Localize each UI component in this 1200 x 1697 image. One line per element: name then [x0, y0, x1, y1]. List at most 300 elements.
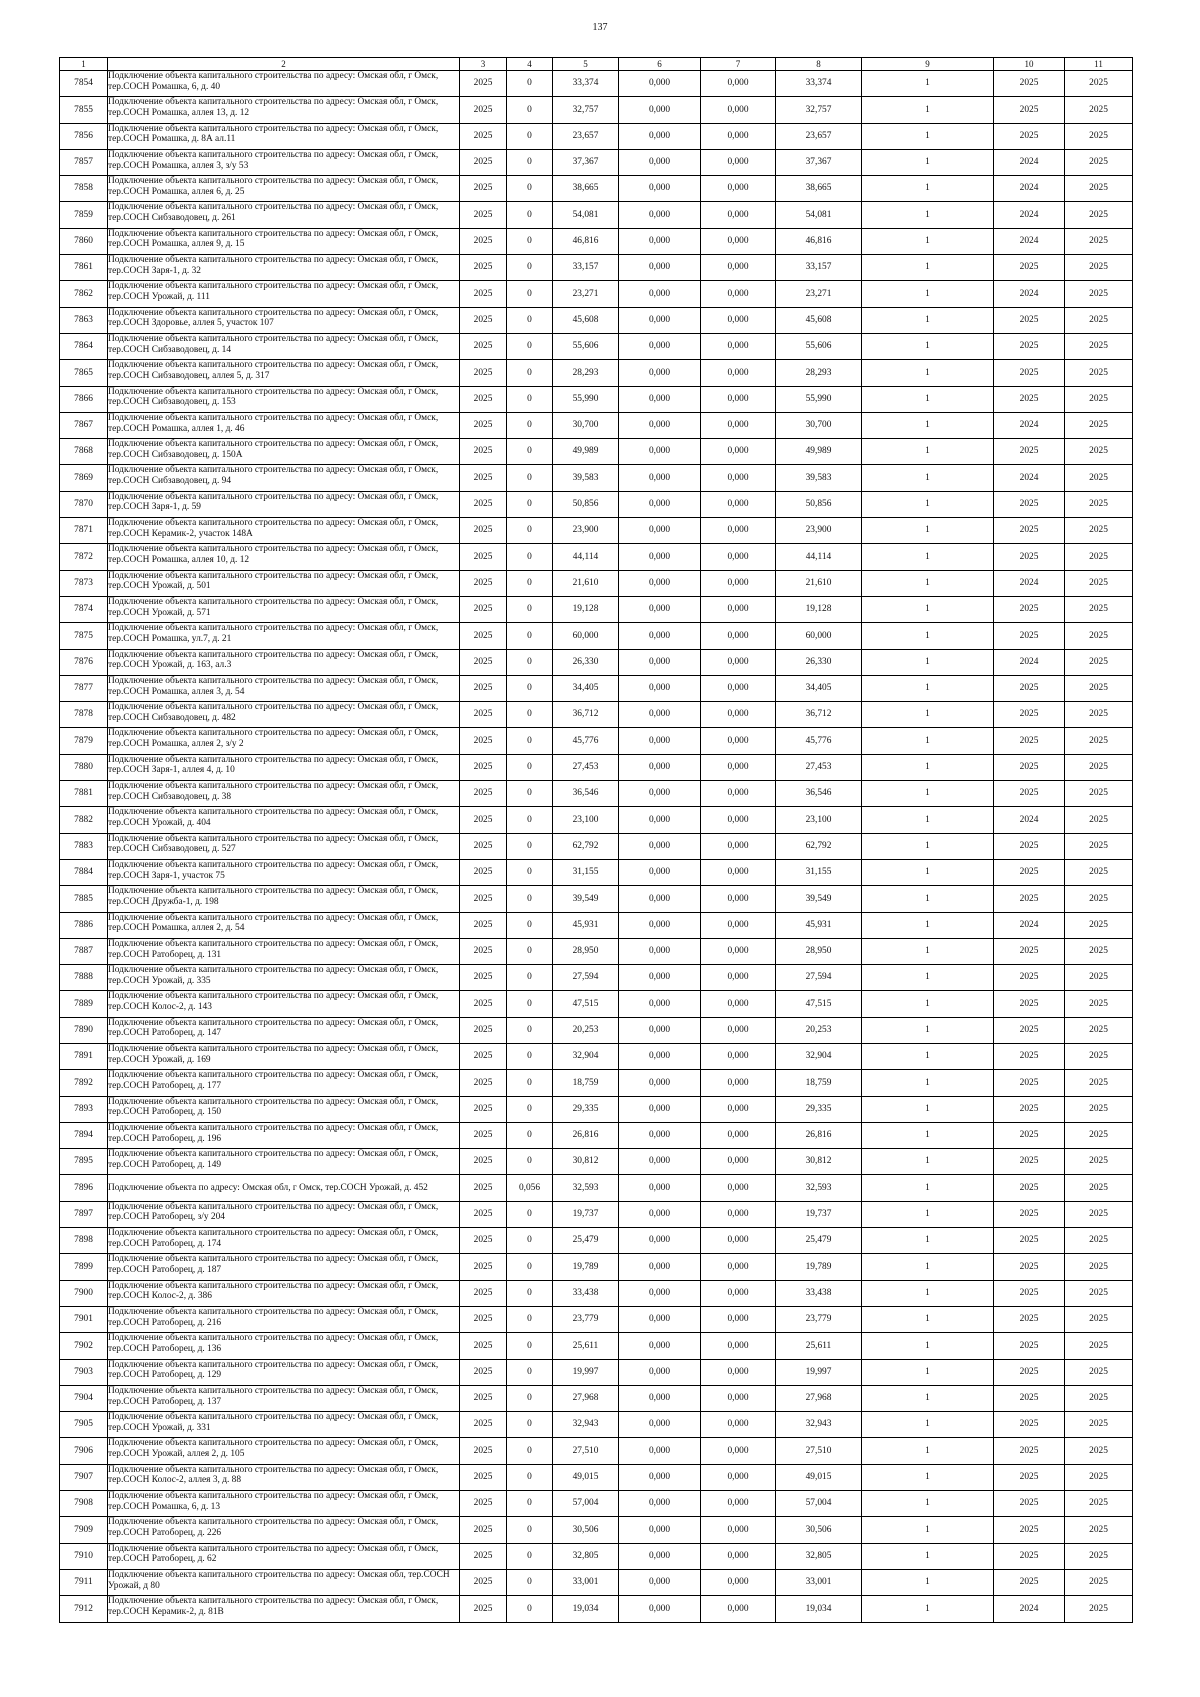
table-row: [60, 991, 1133, 1017]
object-description: Подключение объекта капитального строительства по адресу: Омская обл, г Омск, тер.СОСН Заря-1, аллея 4, д. 10: [108, 754, 460, 780]
col-11-year: 2025: [1065, 281, 1133, 307]
col-6-value: 0,000: [619, 123, 701, 149]
col-7-value: 0,000: [701, 859, 776, 885]
col-8-value: 29,335: [776, 1096, 862, 1122]
col-5-value: 26,816: [553, 1122, 619, 1148]
col-6-value: 0,000: [619, 1149, 701, 1175]
col-7-value: 0,000: [701, 1517, 776, 1543]
col-3-year: 2025: [460, 281, 507, 307]
col-6-value: 0,000: [619, 649, 701, 675]
table-row: [60, 307, 1133, 333]
row-number: 7880: [60, 754, 108, 780]
col-4-value: 0: [507, 1254, 553, 1280]
row-number: 7902: [60, 1333, 108, 1359]
col-11-year: 2025: [1065, 1359, 1133, 1385]
col-9-count: 1: [862, 833, 994, 859]
col-6-value: 0,000: [619, 1228, 701, 1254]
col-3-year: 2025: [460, 149, 507, 175]
col-4-value: 0: [507, 1385, 553, 1411]
row-number: 7878: [60, 702, 108, 728]
column-header-10: 10: [994, 58, 1065, 71]
col-9-count: 1: [862, 281, 994, 307]
table-row: [60, 965, 1133, 991]
col-7-value: 0,000: [701, 649, 776, 675]
col-3-year: 2025: [460, 1017, 507, 1043]
col-5-value: 36,546: [553, 781, 619, 807]
col-3-year: 2025: [460, 1543, 507, 1569]
col-3-year: 2025: [460, 1359, 507, 1385]
col-8-value: 18,759: [776, 1070, 862, 1096]
col-8-value: 36,546: [776, 781, 862, 807]
col-5-value: 33,157: [553, 255, 619, 281]
col-8-value: 38,665: [776, 176, 862, 202]
object-description: Подключение объекта капитального строительства по адресу: Омская обл, г Омск, тер.СОСН Керамик-2, участок 148А: [108, 518, 460, 544]
object-description: Подключение объекта капитального строительства по адресу: Омская обл, г Омск, тер.СОСН Урожай, д. 169: [108, 1043, 460, 1069]
col-5-value: 23,271: [553, 281, 619, 307]
col-3-year: 2025: [460, 1228, 507, 1254]
col-5-value: 31,155: [553, 859, 619, 885]
col-5-value: 55,606: [553, 333, 619, 359]
object-description: Подключение объекта капитального строительства по адресу: Омская обл, г Омск, тер.СОСН Урожай, д. 404: [108, 807, 460, 833]
col-9-count: 1: [862, 1306, 994, 1332]
row-number: 7895: [60, 1149, 108, 1175]
col-4-value: 0: [507, 1333, 553, 1359]
col-6-value: 0,000: [619, 1306, 701, 1332]
col-8-value: 37,367: [776, 149, 862, 175]
col-9-count: 1: [862, 728, 994, 754]
col-5-value: 19,737: [553, 1201, 619, 1227]
col-7-value: 0,000: [701, 1070, 776, 1096]
col-11-year: 2025: [1065, 1543, 1133, 1569]
col-4-value: 0: [507, 1201, 553, 1227]
col-6-value: 0,000: [619, 675, 701, 701]
col-11-year: 2025: [1065, 807, 1133, 833]
object-description: Подключение объекта капитального строительства по адресу: Омская обл, г Омск, тер.СОСН Ромашка, аллея 6, д. 25: [108, 176, 460, 202]
col-6-value: 0,000: [619, 1491, 701, 1517]
row-number: 7873: [60, 570, 108, 596]
col-4-value: 0: [507, 965, 553, 991]
col-9-count: 1: [862, 123, 994, 149]
row-number: 7857: [60, 149, 108, 175]
col-4-value: 0: [507, 1149, 553, 1175]
col-9-count: 1: [862, 360, 994, 386]
col-11-year: 2025: [1065, 702, 1133, 728]
col-6-value: 0,000: [619, 991, 701, 1017]
table-row: [60, 491, 1133, 517]
row-number: 7900: [60, 1280, 108, 1306]
object-description: Подключение объекта капитального строительства по адресу: Омская обл, г Омск, тер.СОСН Сибзаводовец, д. 153: [108, 386, 460, 412]
row-number: 7867: [60, 412, 108, 438]
col-4-value: 0: [507, 1464, 553, 1490]
col-5-value: 47,515: [553, 991, 619, 1017]
col-9-count: 1: [862, 1228, 994, 1254]
col-4-value: 0: [507, 1438, 553, 1464]
row-number: 7874: [60, 596, 108, 622]
col-5-value: 39,549: [553, 886, 619, 912]
col-9-count: 1: [862, 754, 994, 780]
col-5-value: 23,900: [553, 518, 619, 544]
col-7-value: 0,000: [701, 886, 776, 912]
col-10-year: 2025: [994, 255, 1065, 281]
col-6-value: 0,000: [619, 781, 701, 807]
col-5-value: 30,506: [553, 1517, 619, 1543]
object-description: Подключение объекта капитального строительства по адресу: Омская обл, г Омск, тер.СОСН Сибзаводовец, д. 261: [108, 202, 460, 228]
col-4-value: 0: [507, 781, 553, 807]
col-7-value: 0,000: [701, 623, 776, 649]
col-5-value: 18,759: [553, 1070, 619, 1096]
col-4-value: 0: [507, 833, 553, 859]
row-number: 7864: [60, 333, 108, 359]
col-5-value: 23,100: [553, 807, 619, 833]
col-9-count: 1: [862, 991, 994, 1017]
row-number: 7897: [60, 1201, 108, 1227]
col-6-value: 0,000: [619, 1464, 701, 1490]
col-4-value: 0: [507, 623, 553, 649]
table-row: [60, 1385, 1133, 1411]
col-3-year: 2025: [460, 518, 507, 544]
row-number: 7854: [60, 71, 108, 97]
row-number: 7893: [60, 1096, 108, 1122]
col-6-value: 0,000: [619, 623, 701, 649]
col-6-value: 0,000: [619, 386, 701, 412]
col-9-count: 1: [862, 1149, 994, 1175]
col-10-year: 2025: [994, 1017, 1065, 1043]
col-10-year: 2025: [994, 754, 1065, 780]
col-3-year: 2025: [460, 465, 507, 491]
col-5-value: 27,968: [553, 1385, 619, 1411]
col-8-value: 19,034: [776, 1596, 862, 1622]
col-5-value: 46,816: [553, 228, 619, 254]
col-8-value: 21,610: [776, 570, 862, 596]
col-10-year: 2025: [994, 1228, 1065, 1254]
col-3-year: 2025: [460, 991, 507, 1017]
col-4-value: 0: [507, 570, 553, 596]
col-3-year: 2025: [460, 1517, 507, 1543]
col-4-value: 0: [507, 1491, 553, 1517]
col-4-value: 0: [507, 596, 553, 622]
col-7-value: 0,000: [701, 1385, 776, 1411]
col-5-value: 32,757: [553, 97, 619, 123]
col-11-year: 2025: [1065, 833, 1133, 859]
col-4-value: 0: [507, 149, 553, 175]
col-9-count: 1: [862, 623, 994, 649]
table-row: [60, 807, 1133, 833]
col-10-year: 2025: [994, 1280, 1065, 1306]
col-9-count: 1: [862, 1543, 994, 1569]
col-9-count: 1: [862, 1464, 994, 1490]
row-number: 7859: [60, 202, 108, 228]
col-11-year: 2025: [1065, 176, 1133, 202]
col-4-value: 0: [507, 702, 553, 728]
col-10-year: 2025: [994, 97, 1065, 123]
col-10-year: 2025: [994, 123, 1065, 149]
col-11-year: 2025: [1065, 570, 1133, 596]
col-10-year: 2025: [994, 1412, 1065, 1438]
col-5-value: 37,367: [553, 149, 619, 175]
col-5-value: 33,438: [553, 1280, 619, 1306]
col-8-value: 19,997: [776, 1359, 862, 1385]
col-5-value: 33,001: [553, 1569, 619, 1595]
col-5-value: 60,000: [553, 623, 619, 649]
col-10-year: 2024: [994, 228, 1065, 254]
col-6-value: 0,000: [619, 1333, 701, 1359]
row-number: 7879: [60, 728, 108, 754]
table-row: [60, 728, 1133, 754]
col-6-value: 0,000: [619, 281, 701, 307]
col-8-value: 55,606: [776, 333, 862, 359]
table-row: [60, 570, 1133, 596]
table-row: [60, 912, 1133, 938]
object-description: Подключение объекта капитального строительства по адресу: Омская обл, г Омск, тер.СОСН Урожай, д. 335: [108, 965, 460, 991]
col-10-year: 2024: [994, 176, 1065, 202]
col-4-value: 0: [507, 728, 553, 754]
table-row: [60, 1070, 1133, 1096]
column-header-8: 8: [776, 58, 862, 71]
table-row: [60, 1491, 1133, 1517]
col-7-value: 0,000: [701, 176, 776, 202]
col-10-year: 2025: [994, 1149, 1065, 1175]
col-6-value: 0,000: [619, 465, 701, 491]
col-4-value: 0: [507, 386, 553, 412]
col-10-year: 2024: [994, 465, 1065, 491]
table-row: [60, 386, 1133, 412]
col-8-value: 57,004: [776, 1491, 862, 1517]
row-number: 7899: [60, 1254, 108, 1280]
col-8-value: 62,792: [776, 833, 862, 859]
col-10-year: 2024: [994, 570, 1065, 596]
col-6-value: 0,000: [619, 938, 701, 964]
col-10-year: 2025: [994, 1491, 1065, 1517]
col-4-value: 0: [507, 1017, 553, 1043]
object-description: Подключение объекта капитального строительства по адресу: Омская обл, г Омск, тер.СОСН Ратоборец, д. 149: [108, 1149, 460, 1175]
col-3-year: 2025: [460, 912, 507, 938]
object-description: Подключение объекта капитального строительства по адресу: Омская обл, г Омск, тер.СОСН Ратоборец, д. 196: [108, 1122, 460, 1148]
col-7-value: 0,000: [701, 728, 776, 754]
col-11-year: 2025: [1065, 333, 1133, 359]
col-3-year: 2025: [460, 649, 507, 675]
column-header-6: 6: [619, 58, 701, 71]
object-description: Подключение объекта капитального строительства по адресу: Омская обл, г Омск, тер.СОСН Ратоборец, д. 147: [108, 1017, 460, 1043]
col-3-year: 2025: [460, 570, 507, 596]
col-5-value: 54,081: [553, 202, 619, 228]
col-9-count: 1: [862, 938, 994, 964]
col-11-year: 2025: [1065, 1201, 1133, 1227]
col-5-value: 29,335: [553, 1096, 619, 1122]
col-10-year: 2024: [994, 412, 1065, 438]
col-6-value: 0,000: [619, 1596, 701, 1622]
col-8-value: 32,757: [776, 97, 862, 123]
col-7-value: 0,000: [701, 71, 776, 97]
col-5-value: 19,034: [553, 1596, 619, 1622]
col-9-count: 1: [862, 176, 994, 202]
col-3-year: 2025: [460, 1201, 507, 1227]
col-6-value: 0,000: [619, 544, 701, 570]
col-3-year: 2025: [460, 596, 507, 622]
col-6-value: 0,000: [619, 754, 701, 780]
object-description: Подключение объекта капитального строительства по адресу: Омская обл, г Омск, тер.СОСН Ратоборец, д. 150: [108, 1096, 460, 1122]
table-row: [60, 833, 1133, 859]
col-5-value: 27,594: [553, 965, 619, 991]
col-10-year: 2025: [994, 360, 1065, 386]
col-7-value: 0,000: [701, 1596, 776, 1622]
table-row: [60, 1149, 1133, 1175]
col-6-value: 0,000: [619, 886, 701, 912]
col-8-value: 44,114: [776, 544, 862, 570]
object-description: Подключение объекта капитального строительства по адресу: Омская обл, г Омск, тер.СОСН Керамик-2, д. 81В: [108, 1596, 460, 1622]
col-8-value: 32,943: [776, 1412, 862, 1438]
object-description: Подключение объекта капитального строительства по адресу: Омская обл, г Омск, тер.СОСН Сибзаводовец, д. 150А: [108, 439, 460, 465]
object-description: Подключение объекта капитального строительства по адресу: Омская обл, г Омск, тер.СОСН Ратоборец, з/у 204: [108, 1201, 460, 1227]
col-8-value: 25,479: [776, 1228, 862, 1254]
col-9-count: 1: [862, 544, 994, 570]
col-6-value: 0,000: [619, 202, 701, 228]
col-5-value: 38,665: [553, 176, 619, 202]
col-5-value: 44,114: [553, 544, 619, 570]
object-description: Подключение объекта капитального строительства по адресу: Омская обл, г Омск, тер.СОСН Ратоборец, д. 216: [108, 1306, 460, 1332]
table-row: [60, 1596, 1133, 1622]
row-number: 7907: [60, 1464, 108, 1490]
column-header-3: 3: [460, 58, 507, 71]
col-6-value: 0,000: [619, 1385, 701, 1411]
col-7-value: 0,000: [701, 439, 776, 465]
col-7-value: 0,000: [701, 1491, 776, 1517]
col-11-year: 2025: [1065, 1464, 1133, 1490]
col-7-value: 0,000: [701, 912, 776, 938]
col-7-value: 0,000: [701, 1438, 776, 1464]
col-5-value: 62,792: [553, 833, 619, 859]
table-row: [60, 71, 1133, 97]
col-7-value: 0,000: [701, 465, 776, 491]
table-row: [60, 675, 1133, 701]
table-row: [60, 1228, 1133, 1254]
col-5-value: 23,779: [553, 1306, 619, 1332]
col-11-year: 2025: [1065, 97, 1133, 123]
row-number: 7870: [60, 491, 108, 517]
col-8-value: 45,608: [776, 307, 862, 333]
object-description: Подключение объекта капитального строительства по адресу: Омская обл, г Омск, тер.СОСН Ратоборец, д. 174: [108, 1228, 460, 1254]
col-4-value: 0: [507, 807, 553, 833]
col-8-value: 23,657: [776, 123, 862, 149]
col-11-year: 2025: [1065, 1017, 1133, 1043]
col-6-value: 0,000: [619, 702, 701, 728]
col-10-year: 2025: [994, 1569, 1065, 1595]
col-9-count: 1: [862, 465, 994, 491]
col-6-value: 0,000: [619, 1122, 701, 1148]
col-9-count: 1: [862, 1280, 994, 1306]
col-3-year: 2025: [460, 754, 507, 780]
col-8-value: 45,776: [776, 728, 862, 754]
col-10-year: 2024: [994, 202, 1065, 228]
col-3-year: 2025: [460, 1385, 507, 1411]
col-7-value: 0,000: [701, 1228, 776, 1254]
col-11-year: 2025: [1065, 228, 1133, 254]
col-4-value: 0: [507, 228, 553, 254]
col-10-year: 2025: [994, 1333, 1065, 1359]
col-5-value: 23,657: [553, 123, 619, 149]
table-row: [60, 1280, 1133, 1306]
row-number: 7856: [60, 123, 108, 149]
col-11-year: 2025: [1065, 360, 1133, 386]
col-11-year: 2025: [1065, 1596, 1133, 1622]
col-6-value: 0,000: [619, 1517, 701, 1543]
col-7-value: 0,000: [701, 596, 776, 622]
row-number: 7869: [60, 465, 108, 491]
col-6-value: 0,000: [619, 97, 701, 123]
object-description: Подключение объекта капитального строительства по адресу: Омская обл, тер.СОСН Урожай, д 80: [108, 1569, 460, 1595]
col-5-value: 32,805: [553, 1543, 619, 1569]
col-4-value: 0: [507, 412, 553, 438]
col-11-year: 2025: [1065, 439, 1133, 465]
object-description: Подключение объекта капитального строительства по адресу: Омская обл, г Омск, тер.СОСН Сибзаводовец, д. 38: [108, 781, 460, 807]
col-5-value: 45,931: [553, 912, 619, 938]
col-8-value: 54,081: [776, 202, 862, 228]
col-5-value: 55,990: [553, 386, 619, 412]
row-number: 7905: [60, 1412, 108, 1438]
col-11-year: 2025: [1065, 1070, 1133, 1096]
col-11-year: 2025: [1065, 1043, 1133, 1069]
col-10-year: 2025: [994, 1254, 1065, 1280]
col-11-year: 2025: [1065, 991, 1133, 1017]
col-8-value: 19,128: [776, 596, 862, 622]
col-6-value: 0,000: [619, 1254, 701, 1280]
col-10-year: 2025: [994, 71, 1065, 97]
col-8-value: 55,990: [776, 386, 862, 412]
row-number: 7911: [60, 1569, 108, 1595]
table-row: [60, 1096, 1133, 1122]
col-3-year: 2025: [460, 965, 507, 991]
col-7-value: 0,000: [701, 965, 776, 991]
col-7-value: 0,000: [701, 1043, 776, 1069]
col-10-year: 2025: [994, 386, 1065, 412]
col-11-year: 2025: [1065, 123, 1133, 149]
table-body: [60, 71, 1133, 1623]
col-3-year: 2025: [460, 1096, 507, 1122]
object-description: Подключение объекта капитального строительства по адресу: Омская обл, г Омск, тер.СОСН Урожай, д. 331: [108, 1412, 460, 1438]
col-10-year: 2025: [994, 1070, 1065, 1096]
object-description: Подключение объекта капитального строительства по адресу: Омская обл, г Омск, тер.СОСН Сибзаводовец, д. 527: [108, 833, 460, 859]
col-8-value: 25,611: [776, 1333, 862, 1359]
object-description: Подключение объекта капитального строительства по адресу: Омская обл, г Омск, тер.СОСН Ратоборец, д. 136: [108, 1333, 460, 1359]
table-row: [60, 412, 1133, 438]
col-10-year: 2025: [994, 1175, 1065, 1201]
col-8-value: 47,515: [776, 991, 862, 1017]
col-3-year: 2025: [460, 1043, 507, 1069]
col-8-value: 23,779: [776, 1306, 862, 1332]
row-number: 7892: [60, 1070, 108, 1096]
col-9-count: 1: [862, 649, 994, 675]
row-number: 7904: [60, 1385, 108, 1411]
col-7-value: 0,000: [701, 781, 776, 807]
col-9-count: 1: [862, 1438, 994, 1464]
object-description: Подключение объекта по адресу: Омская обл, г Омск, тер.СОСН Урожай, д. 452: [108, 1175, 460, 1201]
col-7-value: 0,000: [701, 1149, 776, 1175]
col-6-value: 0,000: [619, 1280, 701, 1306]
col-4-value: 0: [507, 202, 553, 228]
col-3-year: 2025: [460, 833, 507, 859]
col-6-value: 0,000: [619, 1438, 701, 1464]
col-9-count: 1: [862, 1122, 994, 1148]
col-3-year: 2025: [460, 1438, 507, 1464]
col-4-value: 0: [507, 1096, 553, 1122]
col-6-value: 0,000: [619, 807, 701, 833]
col-4-value: 0: [507, 1543, 553, 1569]
col-8-value: 26,330: [776, 649, 862, 675]
col-3-year: 2025: [460, 176, 507, 202]
col-4-value: 0: [507, 1306, 553, 1332]
col-9-count: 1: [862, 570, 994, 596]
col-10-year: 2025: [994, 491, 1065, 517]
col-10-year: 2025: [994, 1543, 1065, 1569]
